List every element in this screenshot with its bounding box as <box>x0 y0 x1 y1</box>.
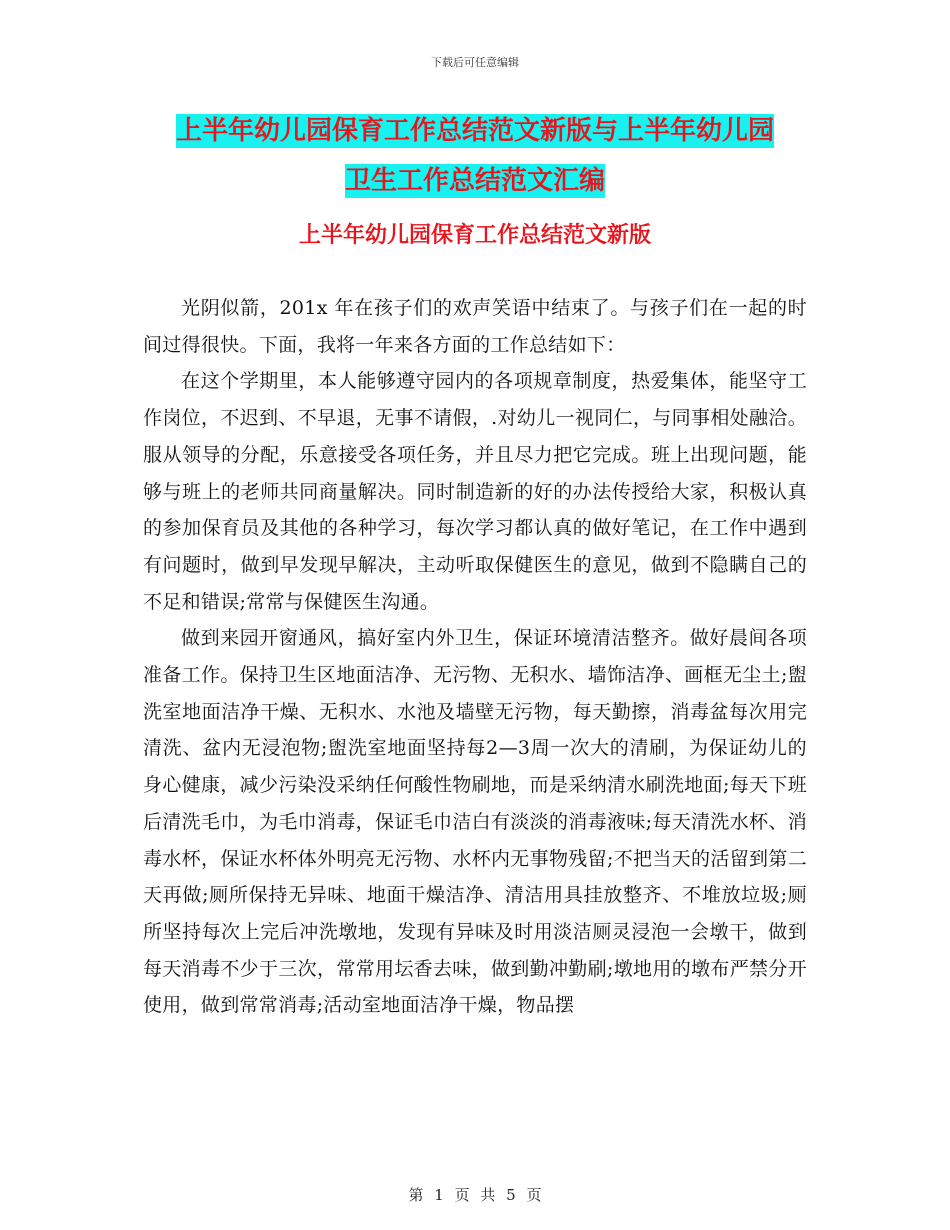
document-title <box>0 106 950 206</box>
page-number: 第 1 页 共 5 页 <box>408 1186 542 1204</box>
document-title-line-1: 上半年幼儿园保育工作总结范文新版与上半年幼儿园 <box>175 116 774 146</box>
paragraph: 光阴似箭，201x 年在孩子们的欢声笑语中结束了。与孩子们在一起的时间过得很快。下面，我将一年来各方面的工作总结如下： <box>143 297 807 356</box>
body-text <box>143 290 807 1024</box>
section-title: 上半年幼儿园保育工作总结范文新版 <box>298 223 651 248</box>
paragraph: 做到来园开窗通风，搞好室内外卫生，保证环境清洁整齐。做好晨间各项准备工作。保持卫生区地面洁净、无污物、无积水、墙饰洁净、画框无尘土;盥洗室地面洁净干燥、无积水、水池及墙壁无污物，每天勤擦，消毒盆每次用完清洗、盆内无浸泡物;盥洗室地面坚持每2—3周一次大的清刷，为保证幼儿的身心健康，减少污染没采纳任何酸性物刷地，而是采纳清水刷洗地面;每天下班后清洗毛巾，为毛巾消毒，保证毛巾洁白有淡淡的消毒液味;每天清洗水杯、消毒水杯，保证水杯体外明亮无污物、水杯内无事物残留;不把当天的活留到第二天再做;厕所保持无异味、地面干燥洁净、清洁用具挂放整齐、不堆放垃圾;厕所坚持每次上完后冲洗墩地，发现有异味及时用淡洁厕灵浸泡一会墩干，做到每天消毒不少于三次，常常用坛香去味，做到勤冲勤刷;墩地用的墩布严禁分开使用，做到常常消毒;活动室地面洁净干燥，物品摆 <box>143 627 807 1017</box>
document-title-line-2: 卫生工作总结范文汇编 <box>344 166 605 196</box>
header-note: 下载后可任意编辑 <box>431 56 519 69</box>
paragraph: 在这个学期里，本人能够遵守园内的各项规章制度，热爱集体，能坚守工作岗位，不迟到、不早退，无事不请假，.对幼儿一视同仁，与同事相处融洽。服从领导的分配，乐意接受各项任务，并且尽力把它完成。班上出现问题，能够与班上的老师共同商量解决。同时制造新的好的办法传授给大家，积极认真的参加保育员及其他的各种学习，每次学习都认真的做好笔记，在工作中遇到有问题时，做到早发现早解决，主动听取保健医生的意见，做到不隐瞒自己的不足和错误;常常与保健医生沟通。 <box>143 370 807 613</box>
